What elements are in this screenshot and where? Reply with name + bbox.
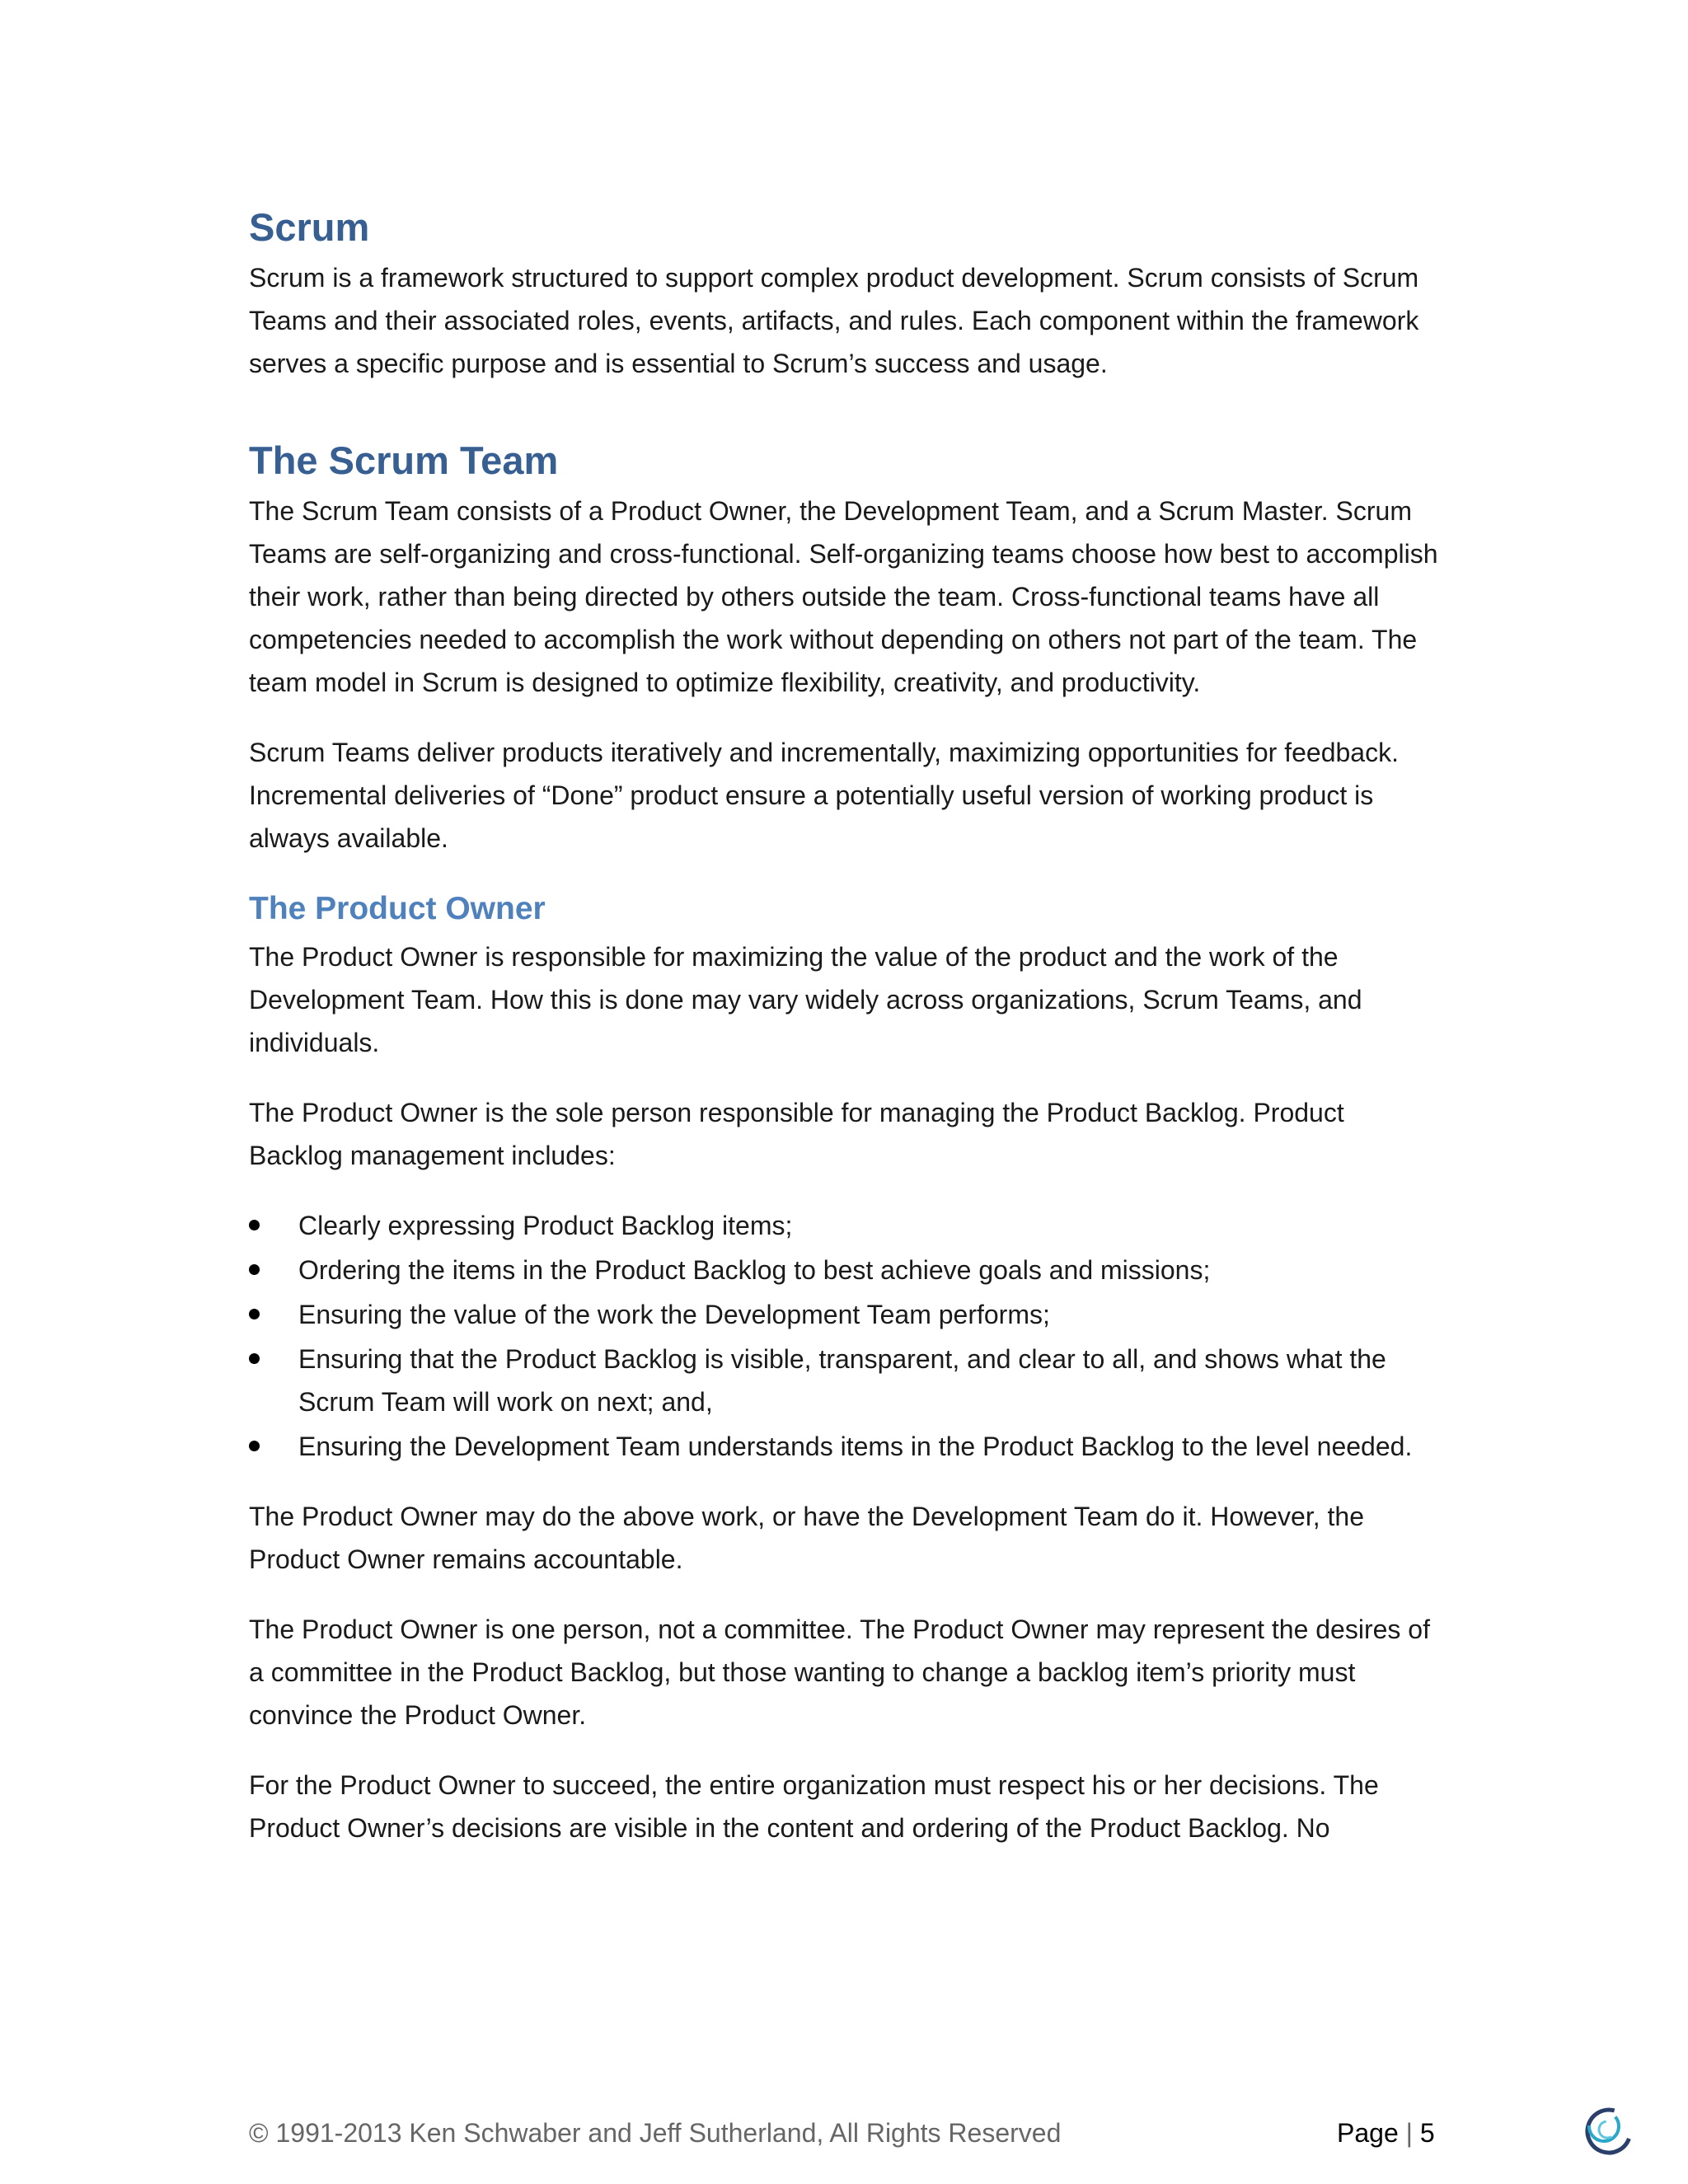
product-owner-paragraph-4: The Product Owner is one person, not a committee. The Product Owner may represent the desires of a committee in the Product Backlog, but those wanting to change a backlog item’s priority must convince the Product Owner. [249,1615,1430,1730]
section-heading-scrum-team: The Scrum Team [249,438,559,482]
footer-copyright: © 1991-2013 Ken Schwaber and Jeff Sutherland, All Rights Reserved [249,2118,1062,2148]
list-item: Clearly expressing Product Backlog items; [249,1204,1436,1247]
document-page [249,202,1452,1849]
page-separator: | [1405,2118,1413,2148]
list-item: Ensuring that the Product Backlog is visible, transparent, and clear to all, and shows what the Scrum Team will work on next; and, [249,1338,1436,1423]
list-item: Ensuring the value of the work the Development Team performs; [249,1293,1436,1336]
page-number: 5 [1419,2118,1435,2148]
bullet-icon [249,1353,260,1364]
product-owner-paragraph-3: The Product Owner may do the above work, or have the Development Team do it. However, the Product Owner remains accountable. [249,1502,1364,1574]
product-owner-paragraph-1: The Product Owner is responsible for maximizing the value of the product and the work of the Development Team. How this is done may vary widely across organizations, Scrum Teams, and individuals. [249,942,1362,1057]
subsection-heading-product-owner: The Product Owner [249,891,546,926]
list-item: Ensuring the Development Team understands items in the Product Backlog to the level needed. [249,1425,1436,1468]
list-item: Ordering the items in the Product Backlog to best achieve goals and missions; [249,1249,1436,1291]
backlog-management-list [249,1204,1436,1468]
scrum-paragraph: Scrum is a framework structured to support complex product development. Scrum consists of Scrum Teams and their associated roles, events, artifacts, and rules. Each component within the framework serves a specific purpose and is essential to Scrum’s success and usage. [249,263,1419,378]
bullet-icon [249,1309,260,1319]
page-label: Page [1337,2118,1399,2148]
section-heading-scrum: Scrum [249,205,370,249]
scrum-team-paragraph-1: The Scrum Team consists of a Product Owner, the Development Team, and a Scrum Master. Scrum Teams are self-organizing and cross-functional. Self-organizing teams choose how best to accomplish their work, rather than being directed by others outside the team. Cross-functional teams have all competencies needed to accomplish the work without depending on others not part of the team. The team model in Scrum is designed to optimize flexibility, creativity, and productivity. [249,496,1438,697]
bullet-icon [249,1220,260,1230]
footer-page-number [1337,2115,1435,2151]
scrum-logo-icon [1576,2098,1639,2158]
scrum-team-paragraph-2: Scrum Teams deliver products iteratively and incrementally, maximizing opportunities for feedback. Incremental deliveries of “Done” product ensure a potentially useful version of working product is always available. [249,738,1399,853]
product-owner-paragraph-5: For the Product Owner to succeed, the entire organization must respect his or her decisions. The Product Owner’s decisions are visible in the content and ordering of the Product Backlog. No [249,1770,1379,1843]
bullet-icon [249,1264,260,1275]
bullet-icon [249,1441,260,1451]
product-owner-paragraph-2: The Product Owner is the sole person responsible for managing the Product Backlog. Product Backlog management includes: [249,1098,1344,1170]
